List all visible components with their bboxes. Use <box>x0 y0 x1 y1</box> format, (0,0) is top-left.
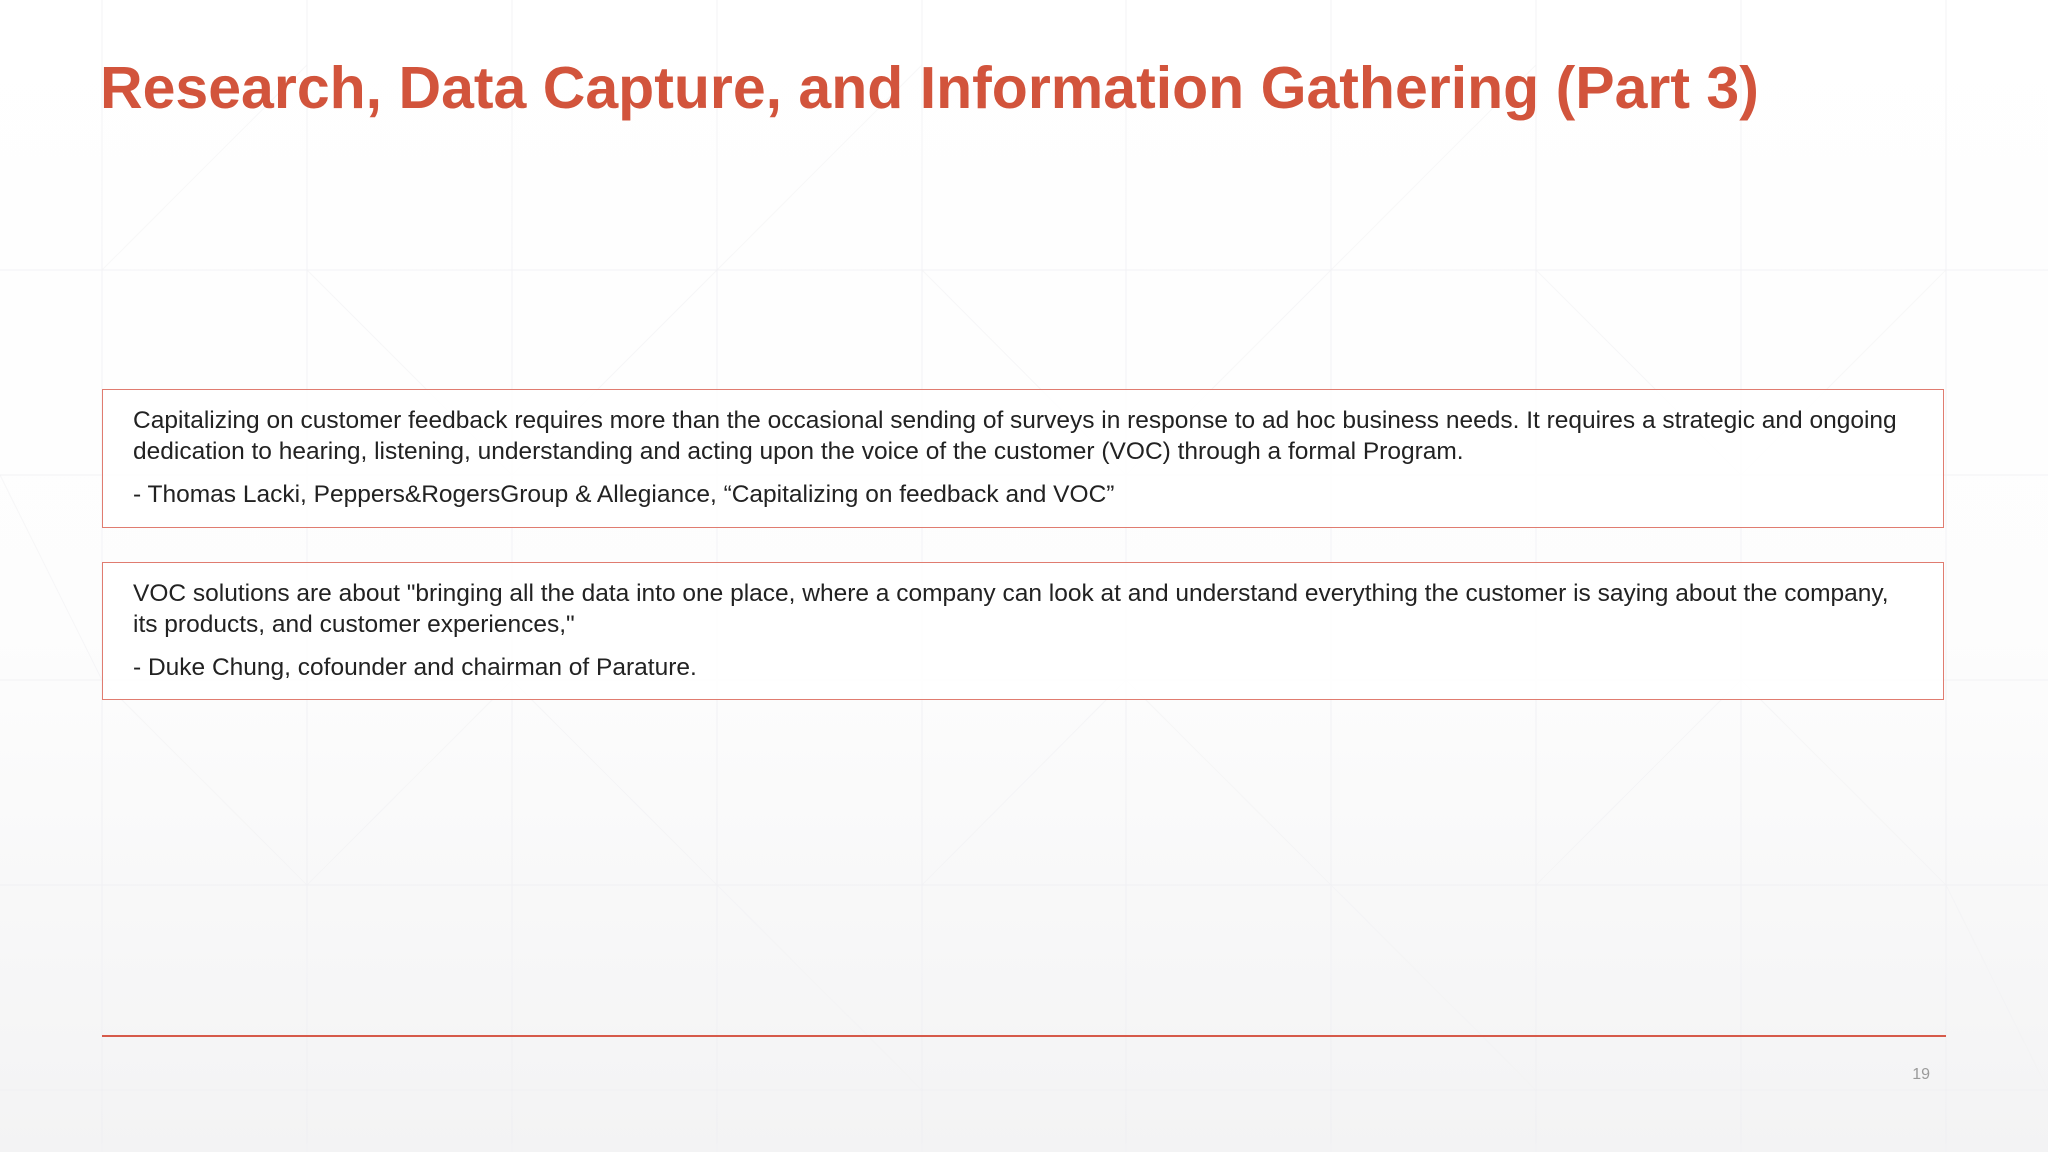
quote-text: Capitalizing on customer feedback requires more than the occasional sending of surveys in response to ad hoc business needs. It requires a strategic and ongoing dedication to hearing, listening, understanding and acting upon the voice of the customer (VOC) through a formal Program. <box>133 407 1897 465</box>
quote-box-lacki <box>102 389 1944 528</box>
quote-box-chung <box>102 562 1944 700</box>
footer-divider <box>102 1035 1946 1037</box>
quote-attribution: - Duke Chung, cofounder and chairman of Parature. <box>133 654 697 681</box>
slide-title: Research, Data Capture, and Information Gathering (Part 3) <box>100 55 1759 121</box>
page-number: 19 <box>1912 1066 1930 1083</box>
quote-text: VOC solutions are about "bringing all the data into one place, where a company can look at and understand everything the customer is saying about the company, its products, and customer experiences," <box>133 580 1889 638</box>
quote-attribution: - Thomas Lacki, Peppers&RogersGroup & Allegiance, “Capitalizing on feedback and VOC” <box>133 481 1115 508</box>
